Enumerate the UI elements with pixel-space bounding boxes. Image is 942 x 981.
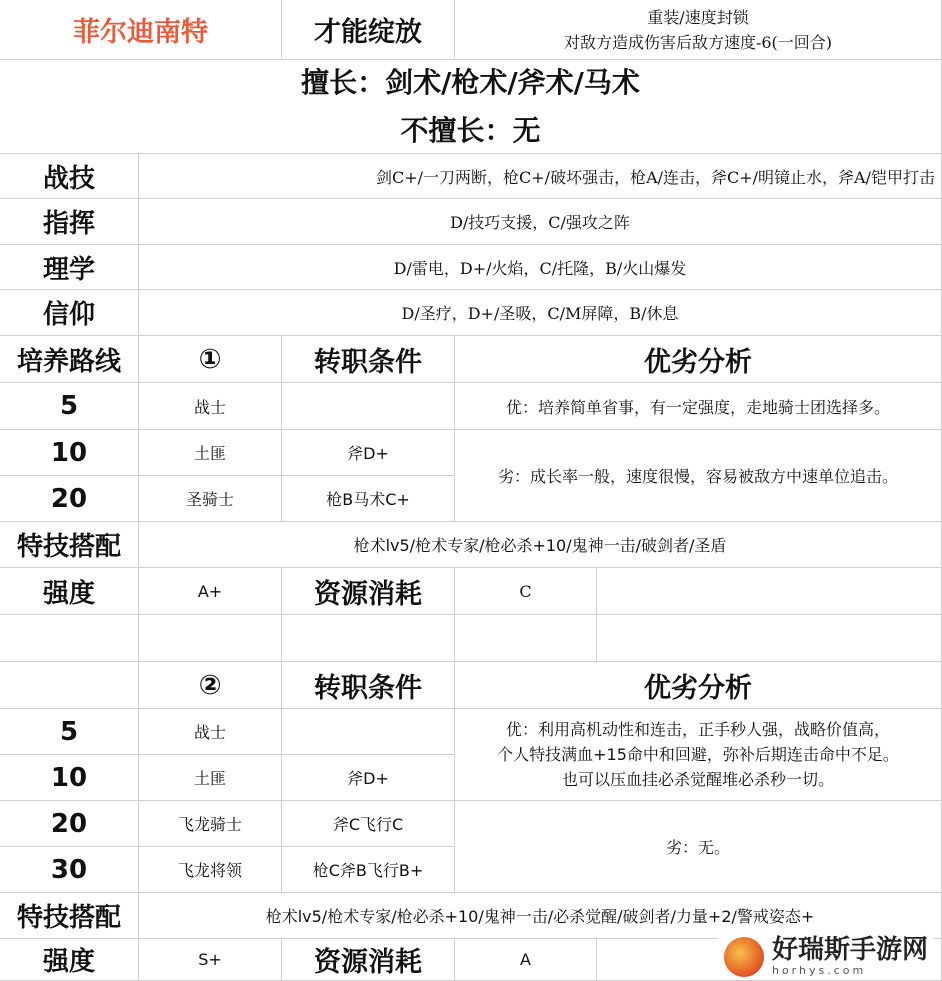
route2-cond-20: 斧C飞行C	[282, 801, 455, 847]
route2-cond-30: 枪C斧B飞行B+	[282, 847, 455, 893]
weak-skills: 不擅长：无	[400, 113, 541, 147]
route1-cons: 劣：成长率一般，速度很慢，容易被敌方中速单位追击。	[455, 430, 942, 522]
route1-strength-value: A+	[139, 568, 282, 615]
skill-value-combat-arts: 剑C+/一刀两断，枪C+/破坏强击，枪A/连击，斧C+/明镜止水，斧A/铠甲打击	[139, 154, 942, 199]
watermark-name: 好瑞斯手游网	[771, 935, 928, 965]
route1-class-5: 战士	[139, 383, 282, 430]
route1-cond-10: 斧D+	[282, 430, 455, 476]
spacer-cell	[139, 615, 282, 662]
spacer-cell	[455, 615, 597, 662]
route2-abilities: 枪术lv5/枪术专家/枪必杀+10/鬼神一击/必杀觉醒/破剑者/力量+2/警戒姿态+	[139, 893, 942, 939]
route1-cost-value: C	[455, 568, 597, 615]
talent-desc-line-2: 对敌方造成伤害后敌方速度-6(一回合)	[563, 32, 833, 52]
route2-level-30: 30	[0, 847, 139, 893]
route2-cons: 劣：无。	[455, 801, 942, 893]
route2-strength-label: 强度	[0, 939, 139, 981]
talent-desc-line-1: 重装/速度封锁	[647, 7, 749, 27]
skill-label-command: 指挥	[0, 199, 139, 245]
route2-level-5: 5	[0, 709, 139, 755]
route1-analysis-header: 优劣分析	[455, 336, 942, 383]
spacer-cell	[282, 615, 455, 662]
route2-class-30: 飞龙将领	[139, 847, 282, 893]
route1-abilities-label: 特技搭配	[0, 522, 139, 568]
route2-class-20: 飞龙骑士	[139, 801, 282, 847]
route2-level-10: 10	[0, 755, 139, 801]
route2-strength-value: S+	[139, 939, 282, 981]
route1-strength-label: 强度	[0, 568, 139, 615]
character-name: 菲尔迪南特	[0, 0, 282, 60]
route-label: 培养路线	[0, 336, 139, 383]
route1-level-20: 20	[0, 476, 139, 522]
watermark-url: horhys.com	[771, 964, 867, 977]
route1-cond-20: 枪B马术C+	[282, 476, 455, 522]
skill-value-faith: D/圣疗，D+/圣吸，C/M屏障，B/休息	[139, 290, 942, 336]
skill-value-reason: D/雷电，D+/火焰，C/托隆，B/火山爆发	[139, 245, 942, 290]
route2-level-20: 20	[0, 801, 139, 847]
route1-abilities: 枪术lv5/枪术专家/枪必杀+10/鬼神一击/破剑者/圣盾	[139, 522, 942, 568]
strong-skills: 擅长：剑术/枪术/斧术/马术	[301, 65, 640, 99]
site-watermark	[718, 934, 934, 979]
route1-level-5: 5	[0, 383, 139, 430]
route1-class-20: 圣骑士	[139, 476, 282, 522]
site-logo-icon	[724, 937, 764, 977]
skill-label-reason: 理学	[0, 245, 139, 290]
route1-pros: 优：培养简单省事，有一定强度，走地骑士团选择多。	[455, 383, 942, 430]
talent-label: 才能绽放	[282, 0, 455, 60]
route1-level-10: 10	[0, 430, 139, 476]
route2-pros-line-3: 也可以压血挂必杀觉醒堆必杀秒一切。	[561, 770, 834, 789]
spacer-cell	[597, 615, 942, 662]
skill-label-combat-arts: 战技	[0, 154, 139, 199]
skill-value-command: D/技巧支援，C/强攻之阵	[139, 199, 942, 245]
route2-abilities-label: 特技搭配	[0, 893, 139, 939]
route2-index: ②	[139, 662, 282, 709]
skill-label-faith: 信仰	[0, 290, 139, 336]
route2-pros-line-2: 个人特技满血+15命中和回避，弥补后期连击命中不足。	[497, 745, 899, 764]
route1-index: ①	[139, 336, 282, 383]
route2-pros-line-1: 优：利用高机动性和连击，正手秒人强，战略价值高，	[505, 720, 890, 739]
route2-condition-header: 转职条件	[282, 662, 455, 709]
route1-cond-5	[282, 383, 455, 430]
route2-cost-label: 资源消耗	[282, 939, 455, 981]
route2-class-10: 土匪	[139, 755, 282, 801]
route2-analysis-header: 优劣分析	[455, 662, 942, 709]
route2-class-5: 战士	[139, 709, 282, 755]
proficiency-block	[0, 60, 942, 154]
route2-cond-5	[282, 709, 455, 755]
route2-label-empty	[0, 662, 139, 709]
route1-class-10: 土匪	[139, 430, 282, 476]
route1-cost-label: 资源消耗	[282, 568, 455, 615]
spacer-cell	[0, 615, 139, 662]
route2-pros	[455, 709, 942, 801]
talent-description	[455, 0, 942, 60]
route2-cost-value: A	[455, 939, 597, 981]
route2-cond-10: 斧D+	[282, 755, 455, 801]
route1-condition-header: 转职条件	[282, 336, 455, 383]
empty-cell	[597, 568, 942, 615]
